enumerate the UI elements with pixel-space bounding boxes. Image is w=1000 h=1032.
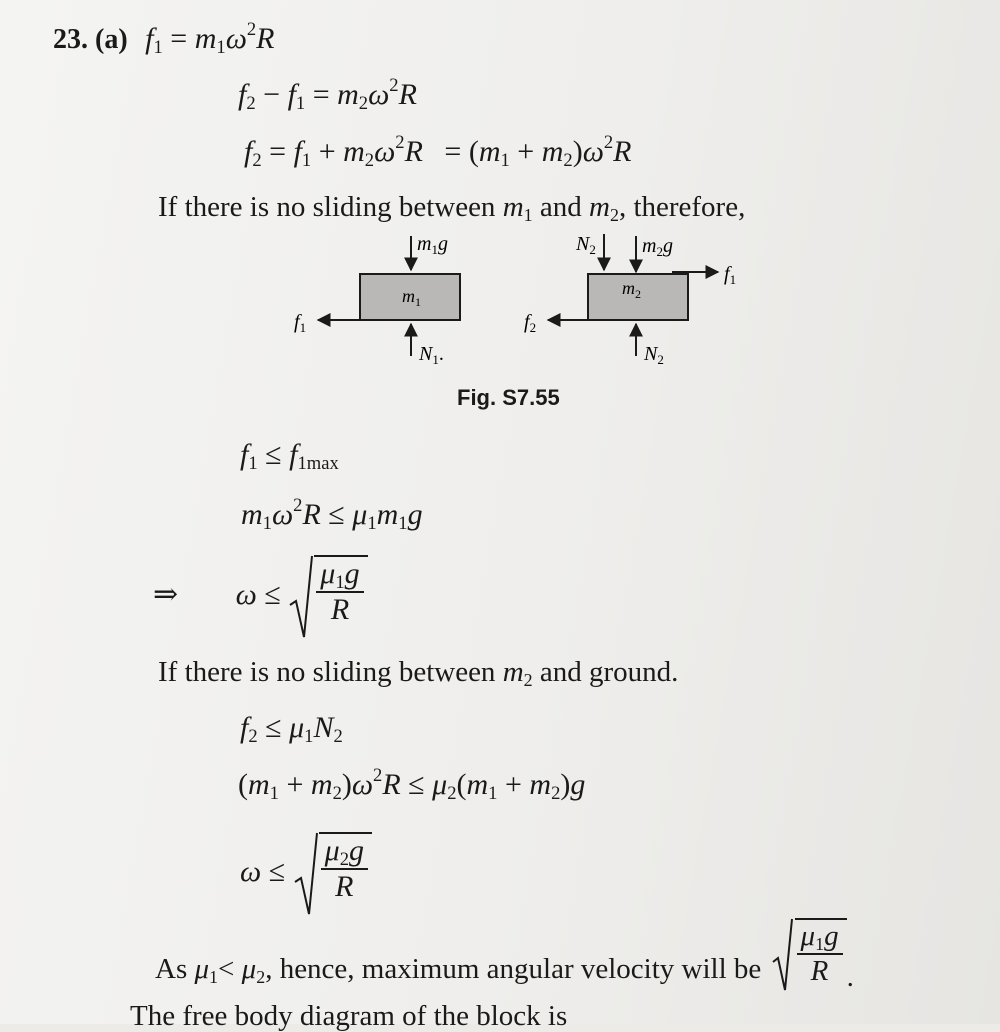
block-m2-label: $m_2$: [622, 278, 641, 301]
equation-line-3: $f_2 = f_1 + m_2\omega^2R = (m_1 + m_2)\omega^2R$: [244, 131, 632, 172]
block-m1: [360, 274, 460, 320]
force-label-n1: $N_1$.: [419, 343, 444, 367]
sentence-no-sliding-m1-m2: If there is no sliding between $m_1$ and $m_2$, therefore,: [158, 191, 746, 226]
force-label-f1-right: $f_1$: [724, 263, 737, 287]
bleed-through-text: [440, 52, 446, 79]
conclusion-line: As $\mu_1< \mu_2$, hence, maximum angular velocity will be $\frac{\mu_1g}{R}$ .: [155, 920, 854, 993]
equation-line-1: 23. (a) $f_1 = m_1\omega^2R$: [53, 18, 275, 59]
inequality-omega-2: ω ≤ $\frac{\mu_2g}{R}$: [240, 832, 372, 916]
force-label-n2-top: $N_2$: [576, 233, 596, 257]
inequality-m1: $m_1\omega^2R \le \mu_1m_1g$: [241, 494, 423, 535]
force-label-n2-bottom: $N_2$: [644, 343, 664, 367]
equation-line-2: $f_2 - f_1 = m_2\omega^2R$: [238, 74, 417, 115]
implies-symbol: ⇒: [153, 577, 179, 611]
free-body-diagram: [280, 228, 760, 373]
figure-caption: Fig. S7.55: [457, 385, 560, 410]
sqrt-max-omega: $\frac{\mu_1g}{R}$: [769, 918, 847, 992]
implication-omega-1: ⇒ ω ≤ $\frac{\mu_1g}{R}$: [153, 555, 368, 639]
block-m2: [588, 274, 688, 320]
force-label-f2: $f_2$: [524, 311, 537, 335]
inequality-f1-max: $f_1 \le f_{1max}$: [240, 438, 339, 475]
inequality-f2: $f_2 \le \mu_1N_2$: [240, 711, 343, 748]
sqrt-mu1g-over-r: $\frac{\mu_1g}{R}$: [288, 555, 367, 639]
sqrt-mu2g-over-r: $\frac{\mu_2g}{R}$: [293, 832, 372, 916]
force-label-m1g: $m_1g$: [417, 233, 448, 257]
force-label-f1-left: $f_1$: [294, 311, 307, 335]
cut-off-line: The free body diagram of the block is: [130, 1000, 568, 1032]
sentence-no-sliding-ground: If there is no sliding between $m_2$ and ground.: [158, 656, 679, 691]
force-label-m2g: $m_2g$: [642, 235, 673, 259]
inequality-combined: $(m_1 + m_2)\omega^2R \le \mu_2(m_1 + m_2)g$: [238, 764, 586, 805]
problem-label: 23. (a): [53, 24, 128, 55]
block-m1-label: $m_1$: [402, 286, 421, 309]
